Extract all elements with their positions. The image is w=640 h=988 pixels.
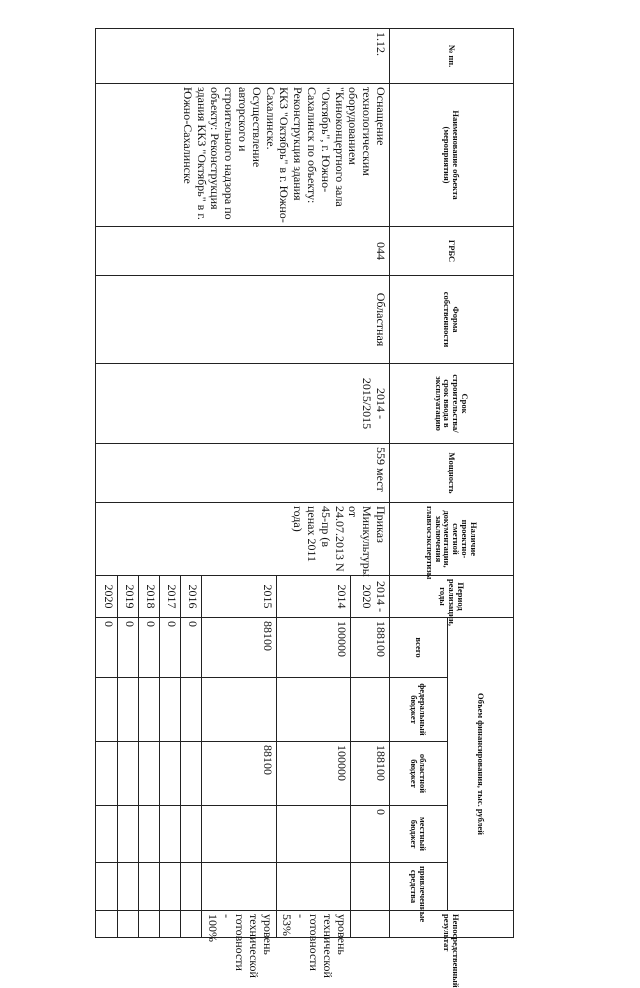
header-period: Период реализации, годы xyxy=(390,576,514,618)
cell-federal xyxy=(160,678,181,742)
cell-result xyxy=(96,911,118,938)
cell-attracted xyxy=(139,863,160,911)
header-federal: федеральный бюджет xyxy=(390,678,448,742)
header-capacity: Мощность xyxy=(390,444,514,503)
cell-period: 2017 xyxy=(160,576,181,618)
cell-ownership: Областная xyxy=(96,276,390,364)
cell-result: уровень технической готовности - 53% xyxy=(277,911,351,938)
cell-docs: Приказ Минкультуры от 24.07.2013 N 45-пр (в ценах 2011 года) xyxy=(96,503,390,576)
cell-num: 1.12. xyxy=(96,29,390,84)
cell-federal xyxy=(181,678,202,742)
cell-regional: 188100 xyxy=(351,742,390,806)
cell-period: 2019 xyxy=(118,576,139,618)
cell-regional xyxy=(160,742,181,806)
cell-local: 0 xyxy=(351,806,390,863)
cell-attracted xyxy=(160,863,181,911)
cell-period: 2015 xyxy=(202,576,277,618)
cell-federal xyxy=(202,678,277,742)
header-term: Срок строительства/срок ввода в эксплуатацию xyxy=(390,364,514,444)
header-attracted: привлеченные средства xyxy=(390,863,448,911)
cell-result xyxy=(351,911,390,938)
cell-attracted xyxy=(351,863,390,911)
cell-period: 2014 - 2020 xyxy=(351,576,390,618)
cell-result xyxy=(139,911,160,938)
cell-federal xyxy=(351,678,390,742)
cell-total: 188100 xyxy=(351,618,390,678)
cell-local xyxy=(202,806,277,863)
cell-total: 88100 xyxy=(202,618,277,678)
cell-regional xyxy=(181,742,202,806)
cell-regional xyxy=(118,742,139,806)
header-regional: областной бюджет xyxy=(390,742,448,806)
table-row xyxy=(351,29,390,938)
header-financing: Объем финансирования, тыс. рублей xyxy=(448,618,514,911)
cell-attracted xyxy=(202,863,277,911)
cell-local xyxy=(181,806,202,863)
cell-attracted xyxy=(181,863,202,911)
cell-capacity: 559 мест xyxy=(96,444,390,503)
cell-period: 2016 xyxy=(181,576,202,618)
cell-result xyxy=(160,911,181,938)
cell-regional: 100000 xyxy=(277,742,351,806)
cell-total: 100000 xyxy=(277,618,351,678)
cell-local xyxy=(139,806,160,863)
cell-total: 0 xyxy=(96,618,118,678)
cell-total: 0 xyxy=(139,618,160,678)
cell-total: 0 xyxy=(181,618,202,678)
cell-attracted xyxy=(118,863,139,911)
header-docs: Наличие проектно-сметной документации, заключения главгосэкспертизы xyxy=(390,503,514,576)
cell-period: 2014 xyxy=(277,576,351,618)
header-grbs: ГРБС xyxy=(390,227,514,276)
cell-name: Оснащение технологическим оборудованием "Киноконцертного зала "Октябрь", г. Южно-Сахалинск по объекту: Реконструкция здания ККЗ "Октябрь" в г. Южно-Сахалинске. Осуществление авторского и строительного надзора по объекту: Реконструкция здания ККЗ "Октябрь" в г. Южно-Сахалинске xyxy=(96,84,390,227)
cell-federal xyxy=(139,678,160,742)
cell-attracted xyxy=(277,863,351,911)
cell-result: уровень технической готовности - 100% xyxy=(202,911,277,938)
cell-total: 0 xyxy=(160,618,181,678)
header-result: Непосредственный результат xyxy=(390,911,514,938)
cell-federal xyxy=(96,678,118,742)
header-ownership: Форма собственности xyxy=(390,276,514,364)
cell-regional: 88100 xyxy=(202,742,277,806)
cell-term: 2014 - 2015/2015 xyxy=(96,364,390,444)
cell-local xyxy=(160,806,181,863)
header-local: местный бюджет xyxy=(390,806,448,863)
cell-period: 2020 xyxy=(96,576,118,618)
cell-local xyxy=(118,806,139,863)
cell-grbs: 044 xyxy=(96,227,390,276)
cell-period: 2018 xyxy=(139,576,160,618)
header-name: Наименование объекта (мероприятия) xyxy=(390,84,514,227)
cell-local xyxy=(96,806,118,863)
header-num: № пп. xyxy=(390,29,514,84)
cell-federal xyxy=(118,678,139,742)
cell-local xyxy=(277,806,351,863)
financing-table xyxy=(95,28,514,988)
cell-result xyxy=(181,911,202,938)
header-total: всего xyxy=(390,618,448,678)
cell-regional xyxy=(139,742,160,806)
cell-attracted xyxy=(96,863,118,911)
cell-result xyxy=(118,911,139,938)
cell-total: 0 xyxy=(118,618,139,678)
cell-regional xyxy=(96,742,118,806)
cell-federal xyxy=(277,678,351,742)
